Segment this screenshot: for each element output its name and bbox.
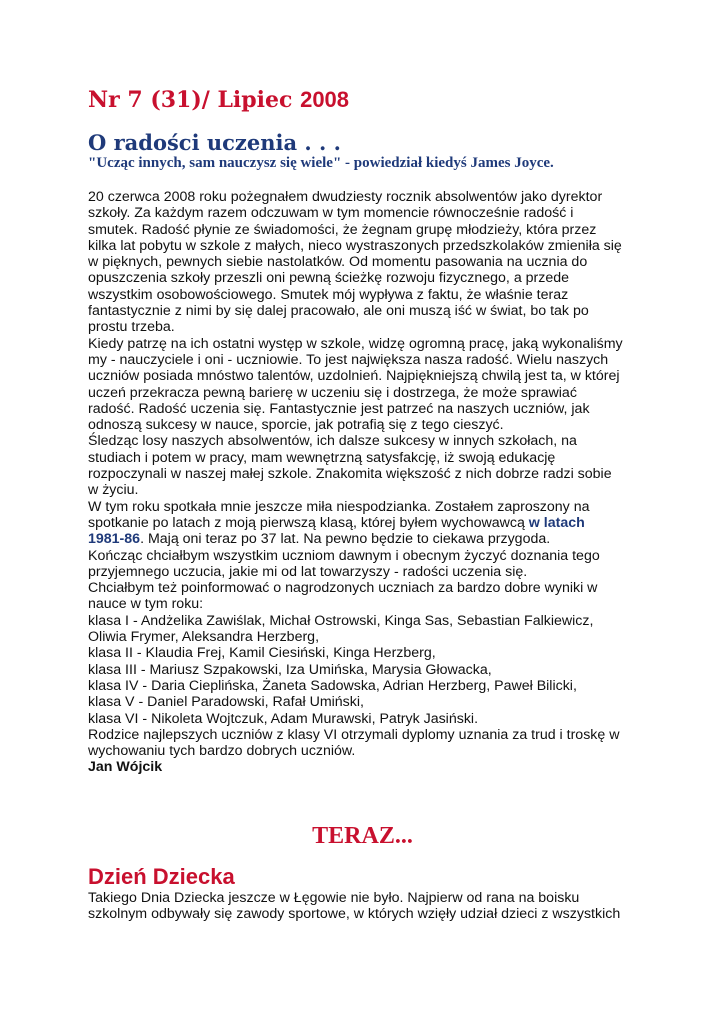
paragraph-line: smutek. Radość płynie ze świadomości, że żegnam grupę młodzieży, która przez: [88, 221, 597, 238]
paragraph-line: wszystkim osobowościowego. Smutek mój wypływa z faktu, że właśnie teraz: [88, 286, 569, 303]
paragraph-line: Takiego Dnia Dziecka jeszcze w Łęgowie nie było. Najpierw od rana na boisku: [88, 890, 580, 906]
paragraph-line: opuszczenia szkoły przeszli oni pewną ścieżkę rozwoju fizycznego, a przede: [88, 270, 570, 287]
paragraph-line: w pięknych, pewnych siebie nastolatków. Od momentu pasowania na ucznia do: [88, 254, 588, 271]
award-line: klasa VI - Nikoleta Wojtczuk, Adam Murawski, Patryk Jasiński.: [88, 710, 479, 727]
paragraph-line: my - nauczyciele i oni - uczniowie. To jest największa nasza radość. Wielu naszych: [88, 351, 609, 368]
section-body: [88, 890, 648, 923]
years-text: . Mają oni teraz po 37 lat. Na pewno będzie to ciekawa przygoda.: [140, 531, 551, 548]
teraz-heading: TERAZ...: [312, 823, 413, 849]
paragraph-line: Śledząc losy naszych absolwentów, ich dalsze sukcesy w innych szkołach, na: [88, 433, 577, 450]
paragraph-line: szkolnym odbywały się zawody sportowe, w których wzięły udział dzieci z wszystkich: [88, 906, 621, 923]
author-signature: Jan Wójcik: [88, 759, 163, 776]
paragraph-line: Chciałbym też poinformować o nagrodzonych uczniach za bardzo dobre wyniki w: [88, 580, 598, 597]
paragraph-line: nauce w tym roku:: [88, 596, 204, 613]
paragraph-line: odnoszą sukcesy w nauce, sporcie, jak potrafią się z tego cieszyć.: [88, 417, 504, 434]
paragraph-line: W tym roku spotkała mnie jeszcze miła niespodzianka. Zostałem zaproszony na: [88, 498, 590, 515]
paragraph-line: przyjemnego uczucia, jakie mi od lat towarzyszy - radości uczenia się.: [88, 563, 528, 580]
paragraph-line: w życiu.: [88, 482, 139, 499]
paragraph-line: uczniów posiada mnóstwo talentów, uzdolnień. Najpiękniejszą chwilą jest ta, w której: [88, 368, 620, 385]
award-line: klasa III - Mariusz Szpakowski, Iza Umińska, Marysia Głowacka,: [88, 661, 492, 678]
section-heading: Dzień Dziecka: [88, 864, 235, 889]
paragraph-line: [88, 515, 648, 531]
issue-heading: [88, 86, 349, 114]
paragraph-line: studiach i potem w pracy, mam wewnętrzną satysfakcję, iż swoją edukację: [88, 449, 556, 466]
article-body: [88, 189, 648, 776]
issue-year: 2008: [300, 87, 350, 112]
paragraph-line: Kończąc chciałbym wszystkim uczniom dawnym i obecnym życzyć doznania tego: [88, 547, 600, 564]
paragraph-line: fantastycznie z nimi by się dalej pracowało, ale oni muszą iść w świat, bo tak po: [88, 303, 589, 320]
paragraph-line: wychowaniu tych bardzo dobrych uczniów.: [88, 743, 356, 760]
paragraph-line: radość. Radość uczenia się. Fantastycznie jest patrzeć na naszych uczniów, jak: [88, 400, 590, 417]
years-range-highlight: 1981-86: [88, 531, 141, 548]
paragraph-line: kilka lat pobytu w szkole z małych, nieco wystraszonych przedszkolaków zmieniła się: [88, 237, 622, 254]
paragraph-line: prostu trzeba.: [88, 319, 175, 336]
award-line: klasa IV - Daria Cieplińska, Żaneta Sadowska, Adrian Herzberg, Paweł Bilicki,: [88, 677, 577, 694]
article-quote: "Ucząc innych, sam nauczysz się wiele" - powiedział kiedyś James Joyce.: [88, 155, 554, 171]
paragraph-line: rozpoczynali w naszej małej szkole. Znakomita większość z nich dobrze radzi sobie: [88, 466, 612, 483]
issue-label: Nr 7 (31)/ Lipiec: [88, 87, 301, 113]
paragraph-line: uczeń przekracza pewną barierę w uczeniu się i dostrzega, że może sprawiać: [88, 384, 577, 401]
paragraph-line: [88, 531, 648, 547]
award-line: klasa V - Daniel Paradowski, Rafał Umiński,: [88, 694, 364, 711]
paragraph-line: Kiedy patrzę na ich ostatni występ w szkole, widzę ogromną pracę, jaką wykonaliśmy: [88, 335, 623, 352]
years-highlight: w latach: [528, 514, 585, 531]
award-line: klasa I - Andżelika Zawiślak, Michał Ostrowski, Kinga Sas, Sebastian Falkiewicz,: [88, 612, 594, 629]
paragraph-line: 20 czerwca 2008 roku pożegnałem dwudziesty rocznik absolwentów jako dyrektor: [88, 189, 603, 205]
paragraph-line: Rodzice najlepszych uczniów z klasy VI otrzymali dyplomy uznania za trud i troskę w: [88, 726, 620, 743]
invite-text: spotkanie po latach z moją pierwszą klasą, której byłem wychowawcą: [88, 514, 529, 531]
article-title: O radości uczenia . . .: [88, 130, 341, 155]
award-line: klasa II - Klaudia Frej, Kamil Ciesiński, Kinga Herzberg,: [88, 645, 436, 662]
paragraph-line: szkoły. Za każdym razem odczuwam w tym momencie równocześnie radość i: [88, 205, 574, 222]
award-line: Oliwia Frymer, Aleksandra Herzberg,: [88, 629, 320, 646]
